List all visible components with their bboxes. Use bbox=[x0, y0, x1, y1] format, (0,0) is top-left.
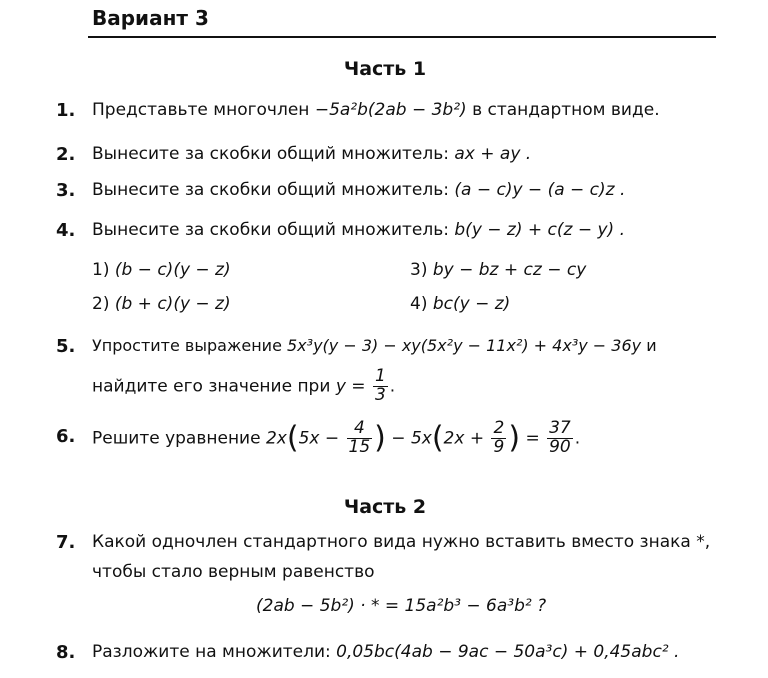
task-text: Упростите выражение bbox=[92, 336, 282, 355]
fraction: $\frac{2}{9}$ bbox=[493, 418, 505, 457]
math-expression: ax + ay . bbox=[454, 144, 532, 164]
part-2-title: Часть 2 bbox=[343, 496, 427, 518]
task-text: найдите его значение при bbox=[92, 376, 331, 397]
option-expression: by − bz + cz − cy bbox=[432, 260, 587, 280]
task-text-end: в стандартном виде. bbox=[472, 100, 660, 120]
task-number: 8. bbox=[56, 642, 76, 663]
math-expression: 0,05bc(4ab − 9ac − 50a³c) + 0,45abc² . bbox=[336, 642, 680, 662]
task-text: Какой одночлен стандартного вида нужно вставить вместо знака *, bbox=[92, 532, 711, 552]
task-number: 7. bbox=[56, 532, 76, 553]
answer-option-3 bbox=[410, 260, 586, 280]
fraction: $\frac{4}{15}$ bbox=[348, 418, 371, 457]
answer-option-1 bbox=[92, 260, 231, 280]
math-expression: −5a²b(2ab − 3b²) bbox=[314, 100, 467, 120]
task-number: 6. bbox=[56, 426, 76, 447]
option-label: 1) bbox=[92, 260, 110, 280]
option-label: 2) bbox=[92, 294, 110, 314]
math-expression: 5x³y(y − 3) − xy(5x²y − 11x²) + 4x³y − 36y bbox=[287, 336, 642, 355]
fraction: $\frac{1}{3}$ bbox=[374, 366, 386, 405]
task-number: 5. bbox=[56, 336, 76, 357]
option-label: 3) bbox=[410, 260, 428, 280]
math-expression: (2ab − 5b²) · * = 15a²b³ − 6a³b² ? bbox=[256, 596, 547, 616]
math-expression: b(y − z) + c(z − y) . bbox=[454, 220, 625, 240]
task-text: чтобы стало верным равенство bbox=[92, 562, 375, 582]
task-number: 3. bbox=[56, 180, 76, 201]
answer-option-4 bbox=[410, 294, 510, 314]
task-text-end: и bbox=[646, 336, 657, 355]
task-number: 4. bbox=[56, 220, 76, 241]
task-text: Вынесите за скобки общий множитель: bbox=[92, 220, 449, 240]
variant-title: Вариант 3 bbox=[92, 6, 209, 30]
task-5-line-2: найдите его значение при y = $\frac{1}{3}$ . bbox=[92, 366, 396, 405]
option-label: 4) bbox=[410, 294, 428, 314]
option-expression: bc(y − z) bbox=[432, 294, 511, 314]
task-text: Решите уравнение bbox=[92, 428, 261, 449]
option-expression: (b − c)(y − z) bbox=[114, 260, 231, 280]
task-text: Разложите на множители: bbox=[92, 642, 331, 662]
task-number: 1. bbox=[56, 100, 76, 121]
math-expression: (a − c)y − (a − c)z . bbox=[454, 180, 626, 200]
math-expression: y = bbox=[335, 376, 366, 397]
task-text: Представьте многочлен bbox=[92, 100, 310, 120]
task-text: Вынесите за скобки общий множитель: bbox=[92, 144, 449, 164]
task-number: 2. bbox=[56, 144, 76, 165]
option-expression: (b + c)(y − z) bbox=[114, 294, 231, 314]
header-rule bbox=[88, 36, 716, 38]
fraction: $\frac{37}{90}$ bbox=[549, 418, 571, 457]
part-1-title: Часть 1 bbox=[343, 58, 427, 80]
task-text: Вынесите за скобки общий множитель: bbox=[92, 180, 449, 200]
answer-option-2 bbox=[92, 294, 231, 314]
